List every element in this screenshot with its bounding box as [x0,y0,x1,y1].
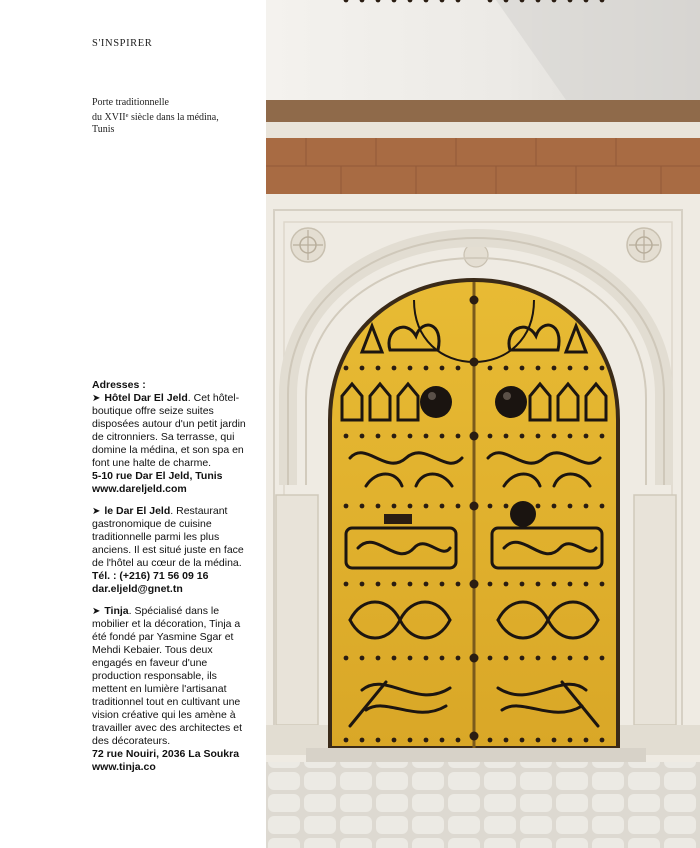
entry-address: 5-10 rue Dar El Jeld, Tunis [92,470,223,482]
entry-contact[interactable]: www.tinja.co [92,761,156,773]
knocker-left [420,386,452,418]
address-entry: ➤ Tinja. Spécialisé dans le mobilier et la décoration, Tinja a été fondé par Yasmine Sgar et Mehdi Kebaier. Tous deux engagés en faveur d'une production responsable, ils mettent en lumière l'artisanat traditionnel tout en cultivant une vision créative qui les amène à travailler avec des architectes et des décorateurs. 72 rue Nouiri, 2036 La Soukra www.tinja.co [92,605,242,773]
caption-line-2: du XVIIe siècle dans la médina, [92,111,219,123]
rosette-right [627,228,661,262]
section-label: S'INSPIRER [92,38,153,49]
entry-text: Spécialisé dans le mobilier et la décoration, Tinja a été fondé par Yasmine Sgar et Mehdi Kebaier. Tous deux engagés en faveur d'une production responsable, ils mettent en lumière l'artisanat traditionnel tout en cultivant une vision créative qui les amène à travailler avec des architectes et des décorateurs. [92,605,242,747]
cobblestone-ground [266,762,700,848]
address-entry: ➤ le Dar El Jeld. Restaurant gastronomique de cuisine traditionnelle parmi les plus anciens. Il est situé juste en face de l'hôtel au cœur de la médina. Tél. : (+216) 71 56 09 16 dar.eljeld@gnet.tn [92,505,244,595]
door-photo [266,0,700,848]
caption-line-3: Tunis [92,124,115,135]
entry-name: Hôtel Dar El Jeld [104,392,188,404]
photo-caption [92,97,252,137]
entry-text: Cet hôtel-boutique offre seize suites disposées autour d'un petit jardin de citronniers. Sa terrasse, qui domine la médina, et son spa en font une halte de charme. [92,392,246,469]
rosette-left [291,228,325,262]
arrow-right-icon: ➤ [92,393,101,404]
entry-text: Restaurant gastronomique de cuisine traditionnelle parmi les plus anciens. Il est situé juste en face de l'hôtel au cœur de la médina. [92,505,244,569]
entry-address: 72 rue Nouiri, 2036 La Soukra [92,748,240,760]
arrow-right-icon: ➤ [92,506,101,517]
caption-line-1: Porte traditionnelle [92,97,169,108]
arrow-right-icon: ➤ [92,606,101,617]
addresses-heading: Adresses : [92,379,146,391]
entry-name: le Dar El Jeld [104,505,171,517]
entry-contact[interactable]: dar.eljeld@gnet.tn [92,583,183,595]
stone-cornice [266,100,700,122]
entry-name: Tinja [104,605,129,617]
entry-address: Tél. : (+216) 71 56 09 16 [92,570,209,582]
address-entry: ➤ Hôtel Dar El Jeld. Cet hôtel-boutique offre seize suites disposées autour d'un petit jardin de citronniers. Sa terrasse, qui domine la médina, et son spa en font une halte de charme. 5-10 rue Dar El Jeld, Tunis www.dareljeld.com [92,392,246,495]
door-illustration [266,0,700,848]
addresses-block [92,379,252,783]
knocker-right [495,386,527,418]
keyhole-plate [384,514,412,524]
door-handle [510,501,536,527]
entry-contact[interactable]: www.dareljeld.com [92,483,187,495]
